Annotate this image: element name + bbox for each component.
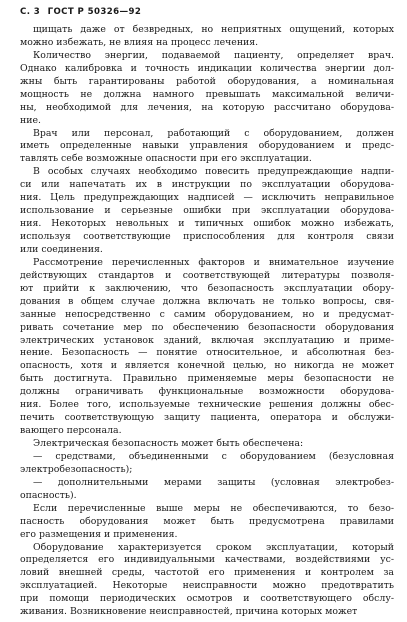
text-line: мощность не должна намного превышать максимальной величи-	[20, 88, 394, 100]
text-line: ния. Более того, используемые технические решения должны обес-	[20, 399, 394, 411]
text-line: эксплуатацией. Некоторые неисправности можно предотвратить	[20, 580, 394, 592]
paragraph	[20, 257, 394, 438]
paragraph	[20, 477, 394, 503]
document-body	[20, 24, 394, 619]
text-line: дования в общем случае должна включать не только вопросы, свя-	[20, 295, 394, 307]
text-line: занные непосредственно с самим оборудованием, но и предусмат-	[20, 308, 394, 320]
standard-designation: ГОСТ Р 50326—92	[47, 7, 142, 17]
text-line: тавлять себе возможные опасности при его эксплуатации.	[20, 153, 312, 165]
paragraph	[20, 166, 394, 257]
text-line: Однако калибровка и точность индикации количества энергии дол-	[20, 62, 394, 74]
text-line: или соединения.	[20, 243, 103, 255]
paragraph	[20, 128, 394, 167]
text-line: ривать сочетание мер по обеспечению безопасности оборудования	[20, 321, 394, 333]
text-line: быть достигнута. Правильно применяемые меры безопасности не	[20, 373, 394, 385]
paragraph	[20, 542, 394, 620]
text-line: иметь определенные навыки управления оборудованием и предс-	[20, 140, 394, 152]
text-line: жны быть гарантированы работой оборудования, а номинальная	[20, 75, 394, 87]
text-line: действующих стандартов и соответствующей литературы позволя-	[20, 269, 394, 281]
paragraph	[20, 50, 394, 128]
paragraph	[20, 438, 394, 451]
text-line: электрических установок зданий, включая эксплуатацию и приме-	[20, 334, 394, 346]
paragraph	[20, 24, 394, 50]
text-line: ют прийти к заключению, что безопасность эксплуатации обору-	[20, 282, 394, 294]
text-line: используя соответствующие приспособления для контроля связи	[20, 231, 394, 242]
text-line: его размещения и применения.	[20, 528, 178, 540]
text-line: щищать даже от безвредных, но неприятных ощущений, которых	[33, 24, 394, 35]
text-line: вающего персонала.	[20, 425, 122, 437]
paragraph	[20, 451, 394, 477]
text-line: должны ограничивать функциональные возможности оборудова-	[20, 386, 394, 398]
page-number: С. 3	[20, 7, 41, 17]
text-line: Электрическая безопасность может быть обеспечена:	[33, 438, 304, 449]
text-line: опасность, хотя и является конечной целью, но никогда не может	[20, 360, 394, 372]
text-line: ловий внешней среды, частотой его применения и контролем за	[20, 567, 394, 579]
text-line: определяется его индивидуальными качествами, воздействиями ус-	[20, 554, 394, 566]
text-line: печить соответствующую защиту пациента, оператора и обслужи-	[20, 412, 394, 424]
text-line: Количество энергии, подаваемой пациенту, определяет врач.	[33, 49, 394, 61]
text-line: живания. Возникновение неисправностей, причина которых может	[20, 606, 358, 618]
text-line: В особых случаях необходимо повесить предупреждающие надпи-	[33, 166, 394, 178]
text-line: Врач или персонал, работающий с оборудованием, должен	[33, 127, 394, 139]
text-line: — средствами, объединенными с оборудованием (безусловная	[33, 450, 394, 462]
text-line: нение. Безопасность — понятие относительное, и абсолютная без-	[20, 347, 394, 359]
text-line: ния. Некоторых невольных и типичных ошибок можно избежать,	[20, 218, 394, 230]
text-line: пасность оборудования может быть предусмотрена правилами	[20, 515, 394, 527]
text-line: ния. Цель предупреждающих надписей — исключить неправильное	[20, 192, 394, 204]
text-line: ны, необходимой для лечения, на которую рассчитано оборудова-	[20, 101, 394, 113]
text-line: опасность).	[20, 489, 77, 501]
document-page	[20, 6, 394, 619]
text-line: Рассмотрение перечисленных факторов и внимательное изучение	[33, 256, 394, 268]
text-line: Оборудование характеризуется сроком эксплуатации, который	[33, 541, 394, 553]
text-line: при помощи периодических осмотров и соответствующего обслу-	[20, 593, 394, 605]
paragraph	[20, 503, 394, 542]
text-line: Если перечисленные выше меры не обеспечиваются, то безо-	[33, 502, 394, 514]
text-line: электробезопасность);	[20, 463, 133, 475]
text-line: использование и серьезные ошибки при эксплуатации оборудова-	[20, 205, 394, 217]
page-header	[20, 6, 394, 18]
text-line: — дополнительными мерами защиты (условная электробез-	[33, 476, 394, 488]
text-line: можно избежать, не влияя на процесс лечения.	[20, 36, 259, 48]
text-line: ние.	[20, 114, 41, 126]
text-line: си или напечатать их в инструкции по эксплуатации оборудова-	[20, 179, 394, 191]
